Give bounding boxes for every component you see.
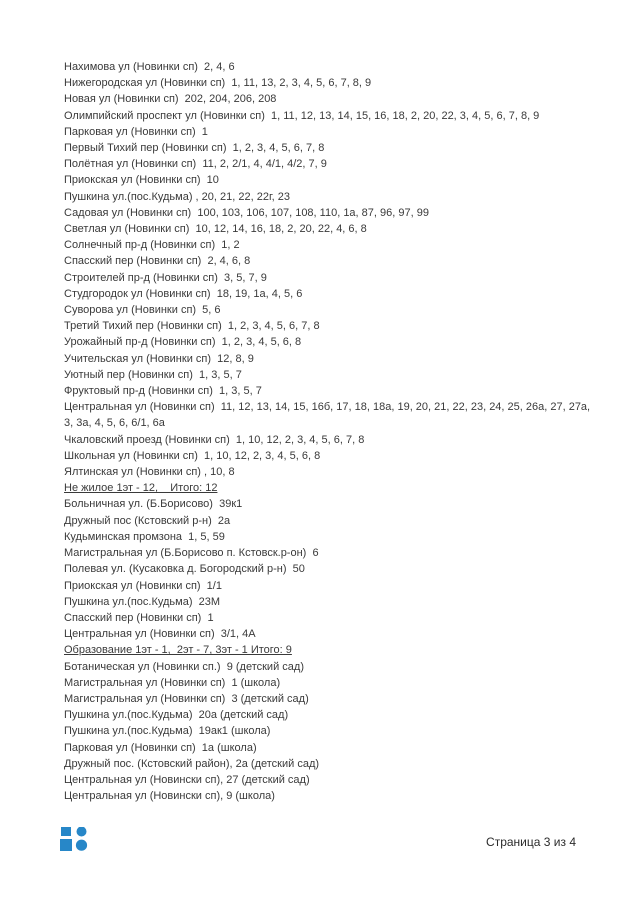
- address-line: Олимпийский проспект ул (Новинки сп) 1, 11, 12, 13, 14, 15, 16, 18, 2, 20, 22, 3, 4, 5, 6, 7, 8, 9: [64, 109, 540, 122]
- address-line: Спасский пер (Новинки сп) 2, 4, 6, 8: [64, 255, 251, 268]
- address-line: Центральная ул (Новинки сп) 11, 12, 13, 14, 15, 16б, 17, 18, 18а, 19, 20, 21, 22, 23, 24, 25, 26а, 27, 27а, 3, 3а, 4, 5, 6, 6/1, 6а: [64, 401, 594, 430]
- address-line: Нижегородская ул (Новинки сп) 1, 11, 13, 2, 3, 4, 5, 6, 7, 8, 9: [64, 77, 372, 90]
- logo-dot-top: [77, 827, 87, 837]
- address-line: Школьная ул (Новинки сп) 1, 10, 12, 2, 3, 4, 5, 6, 8: [64, 449, 321, 462]
- address-line: Полевая ул. (Кусаковка д. Богородский р-н) 50: [64, 563, 305, 576]
- address-line: Спасский пер (Новинки сп) 1: [64, 611, 214, 624]
- address-line: Урожайный пр-д (Новинки сп) 1, 2, 3, 4, 5, 6, 8: [64, 336, 302, 349]
- address-line: Солнечный пр-д (Новинки сп) 1, 2: [64, 239, 240, 252]
- address-line: Ялтинская ул (Новинки сп) , 10, 8: [64, 466, 235, 479]
- address-line: Приокская ул (Новинки сп) 1/1: [64, 579, 222, 592]
- address-line: Центральная ул (Новински сп), 9 (школа): [64, 790, 275, 803]
- address-line: Магистральная ул (Новинки сп) 1 (школа): [64, 676, 281, 689]
- address-line: Магистральная ул (Б.Борисово п. Кстовск.р-он) 6: [64, 547, 319, 560]
- address-line: Пушкина ул.(пос.Кудьма) 19ак1 (школа): [64, 725, 271, 738]
- address-line: Садовая ул (Новинки сп) 100, 103, 106, 107, 108, 110, 1а, 87, 96, 97, 99: [64, 206, 429, 219]
- address-line: Приокская ул (Новинки сп) 10: [64, 174, 219, 187]
- address-line: Центральная ул (Новински сп), 27 (детский сад): [64, 773, 310, 786]
- address-line: Полётная ул (Новинки сп) 11, 2, 2/1, 4, 4/1, 4/2, 7, 9: [64, 158, 327, 171]
- address-line: Парковая ул (Новинки сп) 1: [64, 125, 208, 138]
- address-line: Дружный пос (Кстовский р-н) 2а: [64, 514, 231, 527]
- address-line: Нахимова ул (Новинки сп) 2, 4, 6: [64, 61, 235, 73]
- address-line: Чкаловский проезд (Новинки сп) 1, 10, 12, 2, 3, 4, 5, 6, 7, 8: [64, 433, 365, 446]
- squares-and-dots-logo-icon: [60, 827, 88, 852]
- address-line: Студгородок ул (Новинки сп) 18, 19, 1а, 4, 5, 6: [64, 287, 303, 300]
- address-line: Парковая ул (Новинки сп) 1а (школа): [64, 741, 257, 754]
- address-line: Кудьминская промзона 1, 5, 59: [64, 530, 225, 543]
- address-line: Магистральная ул (Новинки сп) 3 (детский сад): [64, 692, 309, 705]
- address-line: Ботаническая ул (Новинки сп.) 9 (детский сад): [64, 660, 304, 673]
- address-line: Суворова ул (Новинки сп) 5, 6: [64, 304, 221, 317]
- address-line: Пушкина ул.(пос.Кудьма) 20а (детский сад): [64, 709, 289, 722]
- address-line: Светлая ул (Новинки сп) 10, 12, 14, 16, 18, 2, 20, 22, 4, 6, 8: [64, 223, 367, 236]
- section-heading: Образование 1эт - 1, 2эт - 7, 3эт - 1 Итого: 9: [64, 644, 292, 657]
- logo-square-bottom: [60, 839, 72, 851]
- address-line: Дружный пос. (Кстовский район), 2а (детский сад): [64, 757, 320, 770]
- address-line: Учительская ул (Новинки сп) 12, 8, 9: [64, 352, 254, 365]
- address-line: Уютный пер (Новинки сп) 1, 3, 5, 7: [64, 368, 242, 381]
- logo-square-top: [61, 827, 71, 836]
- address-line: Пушкина ул.(пос.Кудьма) 23М: [64, 595, 221, 608]
- logo-dot-bottom: [76, 840, 87, 851]
- page-number: Страница 3 из 4: [486, 835, 576, 849]
- address-line: Больничная ул. (Б.Борисово) 39к1: [64, 498, 243, 511]
- address-line: Строителей пр-д (Новинки сп) 3, 5, 7, 9: [64, 271, 267, 284]
- address-line: Первый Тихий пер (Новинки сп) 1, 2, 3, 4, 5, 6, 7, 8: [64, 142, 325, 155]
- address-line: Центральная ул (Новинки сп) 3/1, 4А: [64, 628, 256, 641]
- address-line: Пушкина ул.(пос.Кудьма) , 20, 21, 22, 22г, 23: [64, 190, 290, 203]
- address-line: Новая ул (Новинки сп) 202, 204, 206, 208: [64, 93, 277, 106]
- address-line: Третий Тихий пер (Новинки сп) 1, 2, 3, 4, 5, 6, 7, 8: [64, 320, 320, 333]
- address-line: Фруктовый пр-д (Новинки сп) 1, 3, 5, 7: [64, 385, 262, 398]
- section-heading: Не жилое 1эт - 12, Итого: 12: [64, 482, 218, 495]
- address-list: [64, 59, 592, 804]
